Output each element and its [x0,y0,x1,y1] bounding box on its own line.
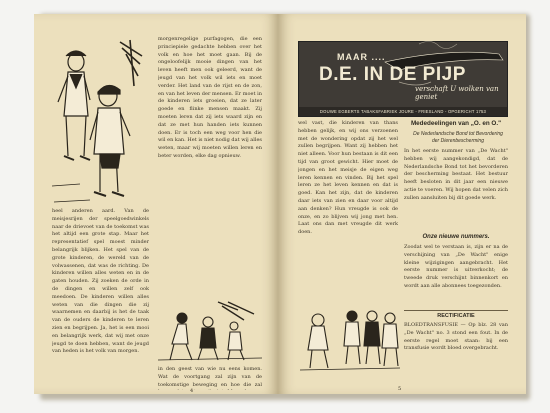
mededeelingen-body [404,148,508,232]
rectificatie-title: RECTIFICATIE [437,313,475,319]
left-page-bottom-paragraph: in den geest van wie nu eens komen. Wat de voortgang zal zijn van de toekomstige beweging en hoe die zal [158,366,262,388]
banner-footer: DOUWE EGBERTS TABAKSFABRIEK JOURE - FRIESLAND - OPGERICHT 1753 [299,107,507,116]
right-page-col-left [298,120,398,302]
left-page-number: 4 [190,388,194,394]
mededeelingen-subtitle: De Nederlandsche Bond tot Bevordering der Dierenbescherming [413,131,503,144]
rectificatie-rule [404,310,508,311]
mededeelingen-title: Mededeelingen van „O. en O." [410,120,502,127]
rectificatie-text: BLOEDTRANSFUSIE — Op blz. 28 van „De Wacht" no. 3 stond een fout. In de eerste regel moet staan: bij een transfusie wordt bloed overgebracht. [404,322,508,352]
right-page [278,14,526,394]
nieuwe-nummers-text: Zoodat wel te verstaan is, zijn er na de verschijning van „De Wacht" enige kleine wijzigingen aangebracht. Het eerste nummer is uitverkocht; de tweede druk verschijnt binnenkort en wordt aan alle abonnees toegezonden. [404,244,508,289]
nieuwe-nummers-title: Onze nieuwe nummers. [422,234,490,240]
banner-headline: D.E. IN DE PIJP [319,64,466,85]
rectificatie-body [404,322,508,376]
right-page-number: 5 [398,386,402,392]
right-page-col-left-text: wel vast, die kinderen van thans hebben gelijk, en wij ons verzoenen met de wondering opdat zij het wel zullen begrijpen. Want zij hebben het niet alleen. Voor hun bestaan is dit een tijd van groot gewicht. Hier moet de jongen en het meisje de eigen weg leren kennen en vinden. Bij het spel leren ze het leven kennen en dat is goed. Kan het zijn, dat de kinderen daar iets van zien en daar voor altijd aan denken? Hun vreugde is ook de onze, en zo blijven wij jong met hen. Laat ons dan met vreugde dit werk doen. [298,120,398,236]
banner-maar: MAAR .... [337,52,386,62]
de-advertisement-banner [298,41,508,117]
left-page-col-left-text: heel anderen aard. Van de meisjesrijen der speelgoedwinkels naar de drievoet van de toekomst was het altijd een grote stap. Maar het representatief spel moest minder belangrijk blijken. Het spel van de grote kinderen, de wereld van de volwassenen, dat was de richting. De kinderen willen alles weten en in de gaten houden. Zij zoeken de orde in de dingen en willen zelf ook meedoen. De kinderen willen alles weten van die dingen die zij waarnemen en daarbij is het de taak van de ouders de kinderen te leren zien en begrijpen. Ja, het is een mooi en belangrijk werk, dat wij met onze jeugd te doen hebben, want de jeugd van heden is het volk van morgen. [52,208,149,355]
scouts-illustration [300,306,400,376]
left-page-col-right-text: morgenregelige purfagogen, die een princiepiele gedachte hebben over het volk en hoe het moet gaan. Bij de ongeloofelijk mooie dingen van het leven heeft men ook geleerd, want de jeugd van het volk wil iets en moet verder. Het land van de rijst en de zon, en van het leven der mensen. Er moet in de kinderen iets groeien, dat ze later goede en flinke mensen maakt. Zij moeten leren dat zij iets waard zijn en dat ze met hun handen iets kunnen doen. Er is toch een weg voor hen die wil en kan. Het is niet nodig dat wij alles weten, maar wij moeten willen leren en beter worden, elke dag opnieuw. [158,36,262,159]
nieuwe-nummers-body [404,244,508,306]
left-page-col-left [52,208,149,366]
left-page-col-right [158,36,262,294]
left-page-bottom-text [158,366,262,390]
boys-illustration [50,36,146,214]
left-page [34,14,278,394]
mededeelingen-text: In het eerste nummer van „De Wacht" hebben wij aangekondigd, dat de Nederlandsche Bond tot het bevorderen der bescherming bestaat. Het bestuur heeft besloten in dit jaar een nieuwe actie te voeren. Wij hopen dat velen zich zullen aansluiten bij dit goede werk. [404,148,508,201]
banner-slogan: verschaft U wolken van geniet [415,85,499,101]
hikers-illustration [158,300,262,362]
